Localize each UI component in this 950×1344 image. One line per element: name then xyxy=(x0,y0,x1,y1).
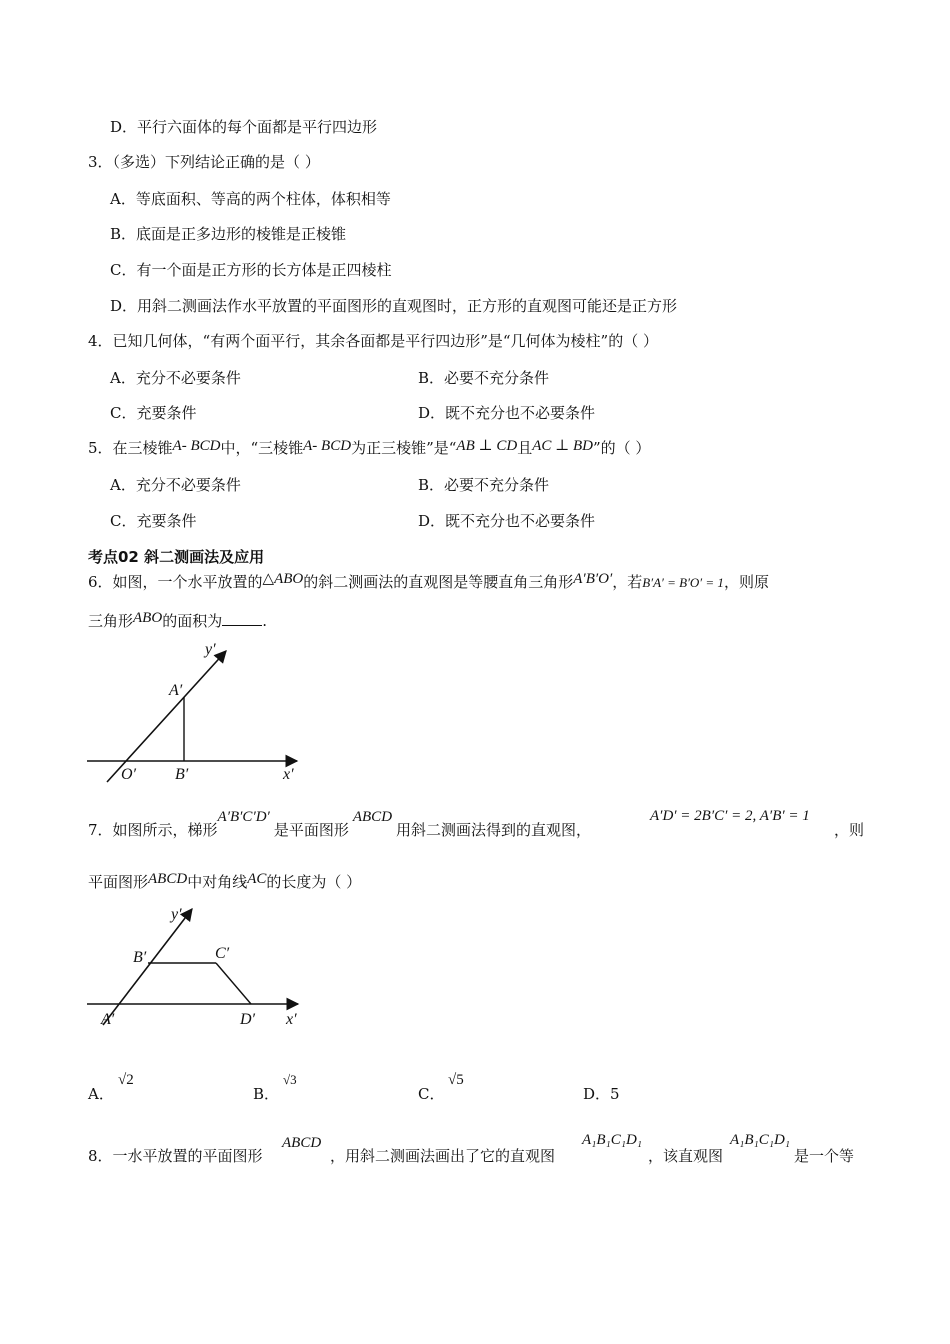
q7-stem-line1 xyxy=(88,809,592,841)
q3-stem: 3．（多选）下列结论正确的是（ ） xyxy=(88,153,320,171)
q5-option-c: C．充要条件 xyxy=(110,512,197,530)
q7-math-5: AC xyxy=(247,871,267,887)
q2-option-d: D．平行六面体的每个面都是平行四边形 xyxy=(110,118,378,136)
q6-answer-blank xyxy=(222,611,262,626)
q5-math-1: A- BCD xyxy=(172,438,221,454)
q5-option-a: A．充分不必要条件 xyxy=(110,476,241,494)
q7-option-b-value: √3 xyxy=(283,1072,297,1087)
q6-label-a: A′ xyxy=(169,682,183,699)
q7-label-d: D′ xyxy=(240,1011,256,1028)
q7-label-b: B′ xyxy=(133,949,147,966)
q8-math-1: ABCD xyxy=(282,1135,322,1151)
q7-math-1: A′B′C′D′ xyxy=(217,809,270,825)
q7-option-c-label: C． xyxy=(418,1085,445,1103)
q5-option-d: D．既不充分也不必要条件 xyxy=(418,512,596,530)
q4-option-b: B．必要不充分条件 xyxy=(418,369,550,387)
q7-label-x: x′ xyxy=(286,1011,297,1028)
q6-math-1: △ABO xyxy=(262,571,304,587)
q7-option-d: D．5 xyxy=(583,1085,620,1103)
q7-text-1: 7．如图所示，梯形 xyxy=(88,821,218,839)
q3-option-b: B．底面是正多边形的棱锥是正棱锥 xyxy=(110,225,347,243)
q7-text-2: 是平面图形 xyxy=(273,821,349,839)
section-heading: 考点02 斜二测画法及应用 xyxy=(88,548,265,566)
q5-text-1: 5．在三棱锥 xyxy=(88,439,173,457)
q5-text-4: 且 xyxy=(517,439,533,457)
q7-math-4: ABCD xyxy=(148,871,188,887)
q6-line2-text-1: 三角形 xyxy=(88,612,134,630)
q7-option-b-label: B． xyxy=(253,1085,280,1103)
q7-text-3: 用斜二测画法得到的直观图， xyxy=(396,821,592,839)
q6-text-1: 6．如图，一个水平放置的 xyxy=(88,573,263,591)
q7-label-c: C′ xyxy=(215,945,230,962)
q6-text-2: 的斜二测画法的直观图是等腰直角三角形 xyxy=(303,573,574,591)
q7-option-a-value: √2 xyxy=(118,1072,134,1088)
q8-math-2: A₁B₁C₁D₁ xyxy=(582,1132,643,1148)
q5-text-5: ”的（ ） xyxy=(592,439,651,457)
q7-label-y: y′ xyxy=(171,906,182,923)
q7-segment-cd xyxy=(216,963,251,1004)
q4-stem: 4．已知几何体，“有两个面平行，其余各面都是平行四边形”是“几何体为棱柱”的（ ） xyxy=(88,332,658,350)
q6-text-3: ，若 xyxy=(612,573,643,591)
q7-option-a-label: A． xyxy=(88,1085,114,1103)
q4-option-a: A．充分不必要条件 xyxy=(110,369,241,387)
q6-math-3: B′A′ = B′O′ = 1 xyxy=(642,575,724,590)
q7-line2-text-3: 的长度为（ ） xyxy=(266,873,362,891)
q6-label-x: x′ xyxy=(283,766,294,783)
q8-text-1: 8．一水平放置的平面图形 xyxy=(88,1147,263,1165)
q5-option-b: B．必要不充分条件 xyxy=(418,476,550,494)
q6-label-b: B′ xyxy=(175,766,189,783)
q5-math-3: AB ⊥ CD xyxy=(456,438,518,454)
q7-option-c-value: √5 xyxy=(448,1072,464,1088)
q6-figure xyxy=(85,640,315,785)
q6-math-2: A′B′O′ xyxy=(573,571,613,587)
q5-math-2: A- BCD xyxy=(303,438,352,454)
q4-option-d: D．既不充分也不必要条件 xyxy=(418,404,596,422)
q6-line2-text-3: . xyxy=(262,612,267,630)
q7-y-axis xyxy=(103,909,192,1025)
q7-label-a: A′ xyxy=(101,1011,115,1028)
q7-math-3: A′D′ = 2B′C′ = 2, A′B′ = 1 xyxy=(650,808,810,824)
q6-stem-line2 xyxy=(88,611,267,632)
q4-option-c: C．充要条件 xyxy=(110,404,197,422)
q5-stem xyxy=(88,438,650,459)
q3-option-a: A．等底面积、等高的两个柱体，体积相等 xyxy=(110,190,391,208)
q5-math-4: AC ⊥ BD xyxy=(532,438,593,454)
q6-y-axis xyxy=(107,651,226,782)
q7-line2-text-2: 中对角线 xyxy=(187,873,248,891)
q6-line2-text-2: 的面积为 xyxy=(162,612,223,630)
q3-option-c: C．有一个面是正方形的长方体是正四棱柱 xyxy=(110,261,392,279)
q6-math-4: ABO xyxy=(133,610,163,626)
q3-option-d: D．用斜二测画法作水平放置的平面图形的直观图时，正方形的直观图可能还是正方形 xyxy=(110,297,678,315)
q7-math-2: ABCD xyxy=(352,809,393,825)
q8-text-4: 是一个等 xyxy=(794,1147,855,1165)
q5-text-3: 为正三棱锥”是“ xyxy=(351,439,457,457)
q8-math-3: A₁B₁C₁D₁ xyxy=(730,1132,791,1148)
q6-stem-line1 xyxy=(88,572,769,593)
q7-figure xyxy=(85,900,315,1035)
q7-stem-line2 xyxy=(88,872,361,893)
q5-text-2: 中，“三棱锥 xyxy=(220,439,304,457)
q6-text-4: ，则原 xyxy=(723,573,769,591)
q7-text-4: ，则 xyxy=(834,821,865,839)
q6-label-y: y′ xyxy=(205,641,216,658)
q8-text-3: ，该直观图 xyxy=(648,1147,724,1165)
q8-text-2: ，用斜二测画法画出了它的直观图 xyxy=(330,1147,556,1165)
q7-line2-text-1: 平面图形 xyxy=(88,873,149,891)
q6-label-o: O′ xyxy=(121,766,137,783)
